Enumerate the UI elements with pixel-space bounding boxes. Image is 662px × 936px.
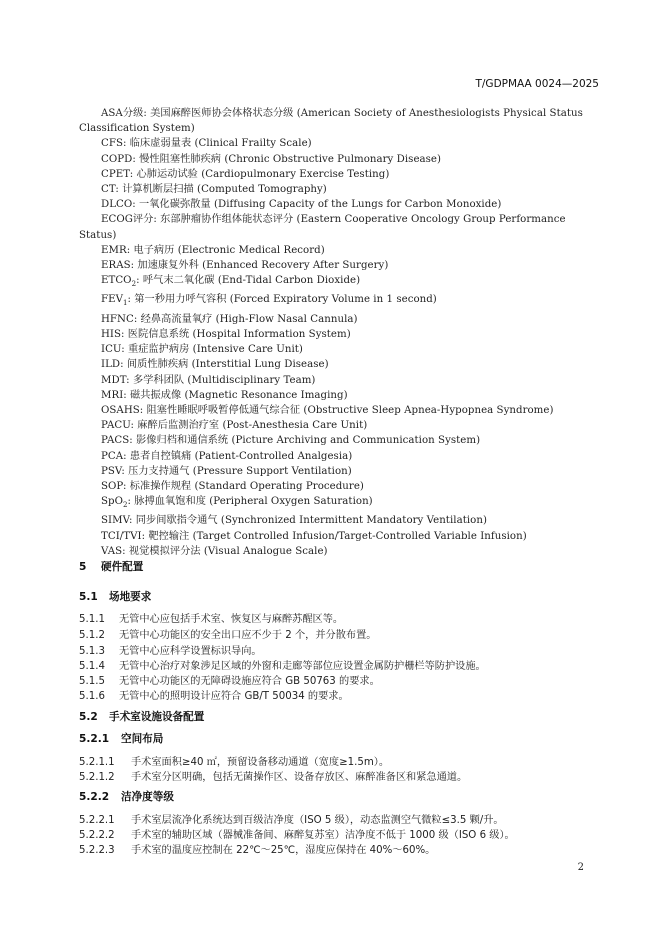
clause-text: 无管中心的照明设计应符合 GB/T 50034 的要求。	[119, 691, 349, 702]
abbr-definition: : 第一秒用力呼气容积 (Forced Expiratory Volume in 1 second)	[127, 294, 437, 306]
clause-text: 无管中心功能区的安全出口应不少于 2 个，并分散布置。	[119, 630, 377, 641]
clause-5-1-6	[79, 687, 349, 702]
clause-number: 5.1.1	[79, 614, 105, 625]
section-title: 手术室设施设备配置	[109, 711, 205, 723]
abbreviation-item: ICU: 重症监护病房 (Intensive Care Unit)	[101, 344, 303, 356]
section-number: 5	[79, 561, 87, 573]
section-number: 5.1	[79, 591, 98, 603]
abbreviation-item: PACU: 麻醉后监测治疗室 (Post-Anesthesia Care Unit)	[101, 420, 368, 432]
abbreviation-item: ASA分级: 美国麻醉医师协会体格状态分级 (American Society of Anesthesiologists Physical Status Classification System)	[79, 108, 583, 135]
document-id: T/GDPMAA 0024—2025	[475, 78, 599, 90]
clause-text: 无管中心治疗对象涉足区域的外窗和走廊等部位应设置金属防护栅栏等防护设施。	[119, 661, 486, 672]
clause-text: 手术室的辅助区域（器械准备间、麻醉复苏室）洁净度不低于 1000 级（ISO 6 级）。	[131, 830, 515, 841]
section-number: 5.2.2	[79, 791, 110, 803]
abbreviation-item: EMR: 电子病历 (Electronic Medical Record)	[101, 244, 325, 256]
section-heading-5-2-1	[79, 731, 163, 746]
abbreviation-item	[79, 292, 599, 311]
section-heading-5	[79, 559, 143, 574]
abbr-subscript: 2	[123, 501, 128, 510]
abbreviation-item: CT: 计算机断层扫描 (Computed Tomography)	[101, 184, 327, 196]
clause-number: 5.2.2.1	[79, 815, 115, 826]
clause-text: 无管中心应科学设置标识导向。	[119, 646, 262, 657]
abbr-subscript: 2	[131, 280, 137, 289]
abbreviation-item: CPET: 心肺运动试验 (Cardiopulmonary Exercise Testing)	[101, 168, 390, 180]
section-number: 5.2	[79, 711, 98, 723]
clause-5-1-1	[79, 610, 343, 625]
clause-number: 5.2.1.2	[79, 772, 115, 783]
clause-5-1-3	[79, 642, 262, 657]
abbr-term: FEV	[101, 294, 124, 306]
abbreviation-item: PACS: 影像归档和通信系统 (Picture Archiving and Communication System)	[101, 435, 481, 447]
abbr-definition: : 脉搏血氧饱和度 (Peripheral Oxygen Saturation)	[127, 496, 373, 508]
section-title: 空间布局	[121, 733, 164, 745]
abbreviation-item: PSV: 压力支持通气 (Pressure Support Ventilation)	[101, 465, 352, 477]
clause-number: 5.1.6	[79, 691, 105, 702]
abbreviation-item: ILD: 间质性肺疾病 (Interstitial Lung Disease)	[101, 359, 329, 371]
clause-5-2-1-2	[79, 768, 467, 783]
section-title: 洁净度等级	[121, 791, 174, 803]
abbreviation-item: HIS: 医院信息系统 (Hospital Information System)	[101, 328, 351, 340]
clause-5-1-5	[79, 672, 380, 687]
abbreviation-item	[79, 494, 599, 513]
section-title: 场地要求	[109, 591, 152, 603]
abbreviation-item: SIMV: 同步间歇指令通气 (Synchronized Intermittent Mandatory Ventilation)	[101, 515, 487, 527]
abbreviation-item: OSAHS: 阻塞性睡眠呼吸暂停低通气综合征 (Obstructive Sleep Apnea-Hypopnea Syndrome)	[101, 404, 554, 416]
section-heading-5-1	[79, 589, 151, 604]
abbreviation-item: HFNC: 经鼻高流量氧疗 (High-Flow Nasal Cannula)	[101, 313, 358, 325]
clause-number: 5.1.2	[79, 630, 105, 641]
section-number: 5.2.1	[79, 733, 110, 745]
abbreviation-item: TCI/TVI: 靶控输注 (Target Controlled Infusion/Target-Controlled Variable Infusion)	[101, 530, 527, 542]
clause-text: 手术室面积≥40 ㎡，预留设备移动通道（宽度≥1.5m）。	[131, 757, 390, 768]
clause-5-2-2-2	[79, 826, 515, 841]
clause-5-1-4	[79, 657, 486, 672]
abbreviation-item: ERAS: 加速康复外科 (Enhanced Recovery After Surgery)	[101, 260, 389, 272]
clause-number: 5.2.2.3	[79, 845, 115, 856]
abbreviation-item: MRI: 磁共振成像 (Magnetic Resonance Imaging)	[101, 389, 348, 401]
abbreviation-item: DLCO: 一氧化碳弥散量 (Diffusing Capacity of the Lungs for Carbon Monoxide)	[101, 199, 502, 211]
clause-text: 无管中心功能区的无障碍设施应符合 GB 50763 的要求。	[119, 676, 380, 687]
clause-5-2-2-1	[79, 811, 504, 826]
abbreviation-item: MDT: 多学科团队 (Multidisciplinary Team)	[101, 374, 316, 386]
abbreviation-item	[79, 273, 599, 292]
clause-number: 5.1.5	[79, 676, 105, 687]
clause-number: 5.1.3	[79, 646, 105, 657]
clause-5-2-1-1	[79, 753, 389, 768]
section-title: 硬件配置	[101, 561, 144, 573]
abbr-definition: : 呼气末二氧化碳 (End-Tidal Carbon Dioxide)	[136, 275, 361, 287]
clause-text: 无管中心应包括手术室、恢复区与麻醉苏醒区等。	[119, 614, 344, 625]
abbreviation-item: SOP: 标准操作规程 (Standard Operating Procedure)	[101, 480, 364, 492]
abbreviation-item: ECOG评分: 东部肿瘤协作组体能状态评分 (Eastern Cooperative Oncology Group Performance Status)	[79, 214, 566, 241]
clause-5-2-2-3	[79, 841, 435, 856]
clause-5-1-2	[79, 626, 376, 641]
abbreviation-item: CFS: 临床虚弱量表 (Clinical Frailty Scale)	[101, 138, 312, 150]
abbreviation-item: VAS: 视觉模拟评分法 (Visual Analogue Scale)	[101, 545, 328, 557]
abbreviation-item: PCA: 患者自控镇痛 (Patient-Controlled Analgesia)	[101, 450, 353, 462]
abbr-subscript: 1	[123, 299, 128, 308]
abbreviation-item: COPD: 慢性阻塞性肺疾病 (Chronic Obstructive Pulmonary Disease)	[101, 153, 442, 165]
section-heading-5-2-2	[79, 789, 174, 804]
abbr-term: SpO	[101, 496, 124, 508]
clause-number: 5.2.2.2	[79, 830, 115, 841]
abbr-term: ETCO	[101, 275, 132, 287]
clause-number: 5.2.1.1	[79, 757, 115, 768]
section-heading-5-2	[79, 709, 204, 724]
abbreviation-list	[79, 106, 599, 559]
clause-text: 手术室分区明确，包括无菌操作区、设备存放区、麻醉准备区和紧急通道。	[131, 772, 468, 783]
page-number: 2	[577, 862, 584, 873]
clause-text: 手术室层流净化系统达到百级洁净度（ISO 5 级），动态监测空气微粒≤3.5 颗/升。	[131, 815, 504, 826]
clause-text: 手术室的温度应控制在 22℃～25℃，湿度应保持在 40%～60%。	[131, 845, 436, 856]
clause-number: 5.1.4	[79, 661, 105, 672]
